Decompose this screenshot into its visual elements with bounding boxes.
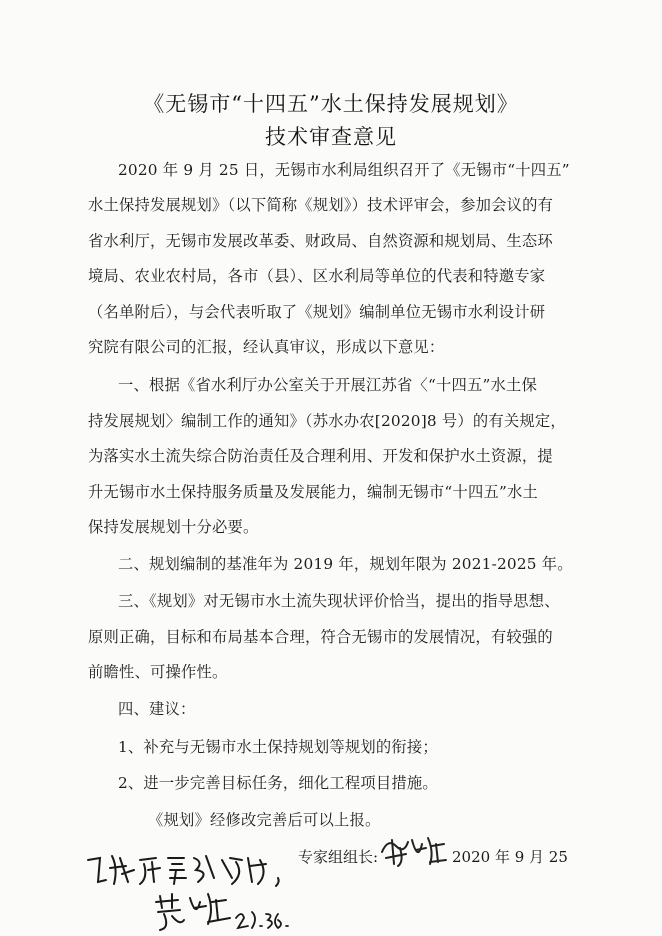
body-line: 一、根据《省水利厅办公室关于开展江苏省〈“十四五”水土保 [118, 376, 537, 394]
body-line: 《规划》经修改完善后可以上报。 [148, 811, 381, 829]
body-line: 保持发展规划十分必要。 [88, 518, 259, 536]
body-line: 升无锡市水土保持服务质量及发展能力，编制无锡市“十四五”水土 [88, 483, 538, 501]
handwritten-name-date-icon [150, 888, 290, 934]
handwritten-note-icon [82, 848, 292, 890]
body-line: 1、补充与无锡市水土保持规划等规划的衔接； [118, 738, 438, 756]
document-subtitle: 技术审查意见 [265, 125, 397, 149]
body-line: （名单附后），与会代表听取了《规划》编制单位无锡市水利设计研 [88, 303, 546, 321]
body-line: 为落实水土流失综合防治责任及合理利用、开发和保护水土资源，提 [88, 447, 553, 465]
signature-date: 2020 年 9 月 25 [452, 848, 568, 866]
body-line: 二、规划编制的基准年为 2019 年，规划年限为 2021-2025 年。 [118, 555, 573, 573]
body-line: 2、进一步完善目标任务，细化工程项目措施。 [118, 774, 438, 792]
signature-label: 专家组组长: [298, 848, 379, 866]
handwritten-signature-icon [378, 832, 450, 870]
body-line: 2020 年 9 月 25 日，无锡市水利局组织召开了《无锡市“十四五” [118, 161, 570, 179]
body-line: 四、建议： [118, 700, 196, 718]
body-line: 境局、农业农村局，各市（县）、区水利局等单位的代表和特邀专家 [88, 267, 546, 285]
body-line: 三、《规划》对无锡市水土流失现状评价恰当，提出的指导思想、 [118, 592, 560, 610]
body-line: 前瞻性、可操作性。 [88, 663, 228, 681]
body-line: 省水利厅，无锡市发展改革委、财政局、自然资源和规划局、生态环 [88, 232, 553, 250]
body-line: 持发展规划〉编制工作的通知》（苏水办农[2020]8 号）的有关规定， [88, 412, 566, 430]
body-line: 原则正确，目标和布局基本合理，符合无锡市的发展情况，有较强的 [88, 628, 553, 646]
body-line: 水土保持发展规划》（以下简称《规划》）技术评审会，参加会议的有 [88, 196, 554, 214]
body-line: 究院有限公司的汇报，经认真审议，形成以下意见： [88, 338, 445, 356]
document-title: 《无锡市“十四五”水土保持发展规划》 [143, 92, 519, 116]
